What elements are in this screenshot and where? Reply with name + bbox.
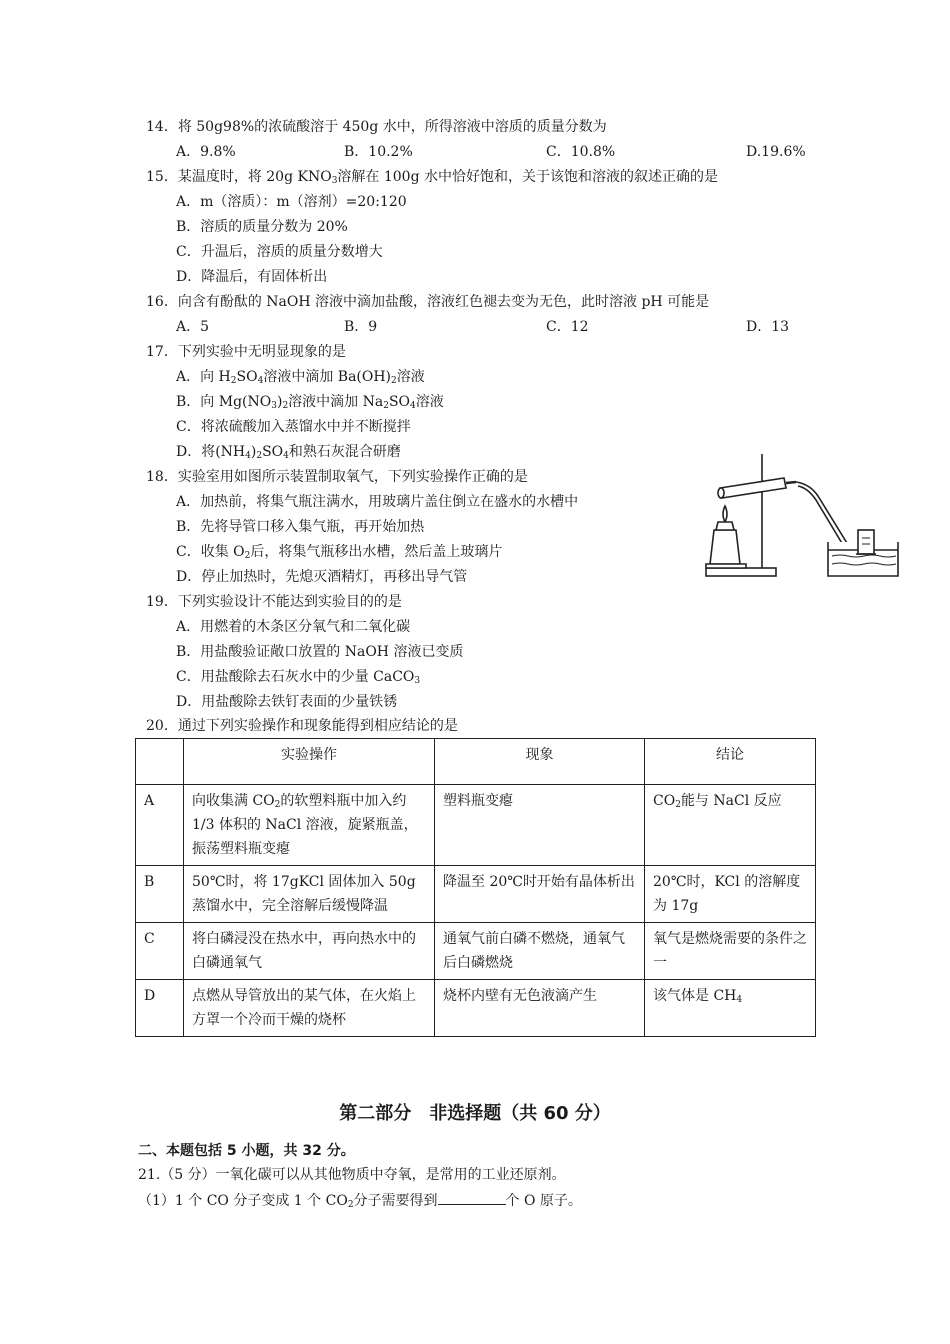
q19-option-a: A．用燃着的木条区分氧气和二氧化碳 xyxy=(176,619,411,635)
q19-option-d: D．用盐酸除去铁钉表面的少量铁锈 xyxy=(176,694,398,710)
q17-option-d: D．将$(NH_4)_2SO_4$和熟石灰混合研磨 xyxy=(176,444,401,461)
q18-option-a: A．加热前，将集气瓶注满水，用玻璃片盖住倒立在盛水的水槽中 xyxy=(176,494,579,510)
q16-stem: 16．向含有酚酞的 NaOH 溶液中滴加盐酸，溶液红色褪去变为无色，此时溶液 pH 可能是 xyxy=(146,294,710,310)
conclusion-cell: 20℃时，KCl 的溶解度为 17g xyxy=(645,866,816,923)
table-header-row xyxy=(136,739,816,785)
q16-option-d: D．13 xyxy=(746,319,790,335)
q17-option-a: A．向 $H_2SO_4$溶液中滴加 $Ba(OH)_2$溶液 xyxy=(176,369,425,386)
operation-cell: 50℃时，将 17gKCl 固体加入 50g 蒸馏水中，完全溶解后缓慢降温 xyxy=(184,866,435,923)
q18-option-d: D．停止加热时，先熄灭酒精灯，再移出导气管 xyxy=(176,569,468,585)
table-header-cell: 现象 xyxy=(435,739,645,785)
operation-cell: 向收集满 $CO_2$的软塑料瓶中加入约 1/3 体积的 NaCl 溶液，旋紧瓶盖，振荡塑料瓶变瘪 xyxy=(184,785,435,866)
q15-option-c: C．升温后，溶质的质量分数增大 xyxy=(176,244,383,260)
q15-option-d: D．降温后，有固体析出 xyxy=(176,269,328,285)
conclusion-cell: $CO_2$能与 NaCl 反应 xyxy=(645,785,816,866)
q14-option-b: B．10.2% xyxy=(344,144,413,160)
q20-table xyxy=(135,738,816,1037)
q19-stem: 19．下列实验设计不能达到实验目的的是 xyxy=(146,594,402,610)
q16-option-b: B．9 xyxy=(344,319,378,335)
operation-cell: 点燃从导管放出的某气体，在火焰上方罩一个冷而干燥的烧杯 xyxy=(184,980,435,1037)
q21-part1: （1）1 个 CO 分子变成 1 个 $CO_2$分子需要得到 个 O 原子。 xyxy=(138,1190,582,1211)
row-label: A xyxy=(136,785,184,866)
q16-option-a: A．5 xyxy=(176,319,210,335)
table-header-cell: 实验操作 xyxy=(184,739,435,785)
q18-option-c: C．收集 $O_2$后，将集气瓶移出水槽，然后盖上玻璃片 xyxy=(176,544,503,561)
table-header-cell xyxy=(136,739,184,785)
q15-option-a: A．m（溶质）：m（溶剂）=20:120 xyxy=(176,194,407,210)
q17-stem: 17．下列实验中无明显现象的是 xyxy=(146,344,346,360)
q15-option-b: B．溶质的质量分数为 20% xyxy=(176,219,348,235)
operation-cell: 将白磷浸没在热水中，再向热水中的白磷通氧气 xyxy=(184,923,435,980)
part2-title: 第二部分 非选择题（共 60 分） xyxy=(339,1103,611,1124)
table-row xyxy=(136,923,816,980)
row-label: C xyxy=(136,923,184,980)
row-label: D xyxy=(136,980,184,1037)
q14-option-d: D.19.6% xyxy=(746,144,806,160)
table-row xyxy=(136,866,816,923)
q17-option-c: C．将浓硫酸加入蒸馏水中并不断搅拌 xyxy=(176,419,411,435)
conclusion-cell: 该气体是 $CH_4$ xyxy=(645,980,816,1037)
q15-stem: 15．某温度时，将 20g $KNO_3$溶解在 100g 水中恰好饱和，关于该饱和溶液的叙述正确的是 xyxy=(146,169,719,186)
q19-option-b: B．用盐酸验证敞口放置的 NaOH 溶液已变质 xyxy=(176,644,464,660)
q18-stem: 18．实验室用如图所示装置制取氧气，下列实验操作正确的是 xyxy=(146,469,528,485)
q21-stem: 21.（5 分）一氧化碳可以从其他物质中夺氧，是常用的工业还原剂。 xyxy=(138,1167,566,1183)
phenomenon-cell: 通氧气前白磷不燃烧，通氧气后白磷燃烧 xyxy=(435,923,645,980)
q14-option-c: C．10.8% xyxy=(546,144,616,160)
table-row xyxy=(136,980,816,1037)
table-row xyxy=(136,785,816,866)
answer-blank[interactable] xyxy=(438,1190,506,1205)
table-header-cell: 结论 xyxy=(645,739,816,785)
q20-stem: 20．通过下列实验操作和现象能得到相应结论的是 xyxy=(146,718,458,734)
q17-option-b: B．向 $Mg(NO_3)_2$溶液中滴加 $Na_2SO_4$溶液 xyxy=(176,394,444,411)
q16-option-c: C．12 xyxy=(546,319,589,335)
phenomenon-cell: 烧杯内壁有无色液滴产生 xyxy=(435,980,645,1037)
conclusion-cell: 氧气是燃烧需要的条件之一 xyxy=(645,923,816,980)
q14-stem: 14．将 50g98%的浓硫酸溶于 450g 水中，所得溶液中溶质的质量分数为 xyxy=(146,119,607,135)
phenomenon-cell: 塑料瓶变瘪 xyxy=(435,785,645,866)
oxygen-apparatus-figure xyxy=(700,452,900,582)
q14-option-a: A．9.8% xyxy=(176,144,236,160)
section-heading: 二、本题包括 5 小题，共 32 分。 xyxy=(138,1143,355,1159)
q19-option-c: C．用盐酸除去石灰水中的少量 CaCO$_3$ xyxy=(176,669,421,686)
q18-option-b: B．先将导管口移入集气瓶，再开始加热 xyxy=(176,519,425,535)
row-label: B xyxy=(136,866,184,923)
phenomenon-cell: 降温至 20℃时开始有晶体析出 xyxy=(435,866,645,923)
